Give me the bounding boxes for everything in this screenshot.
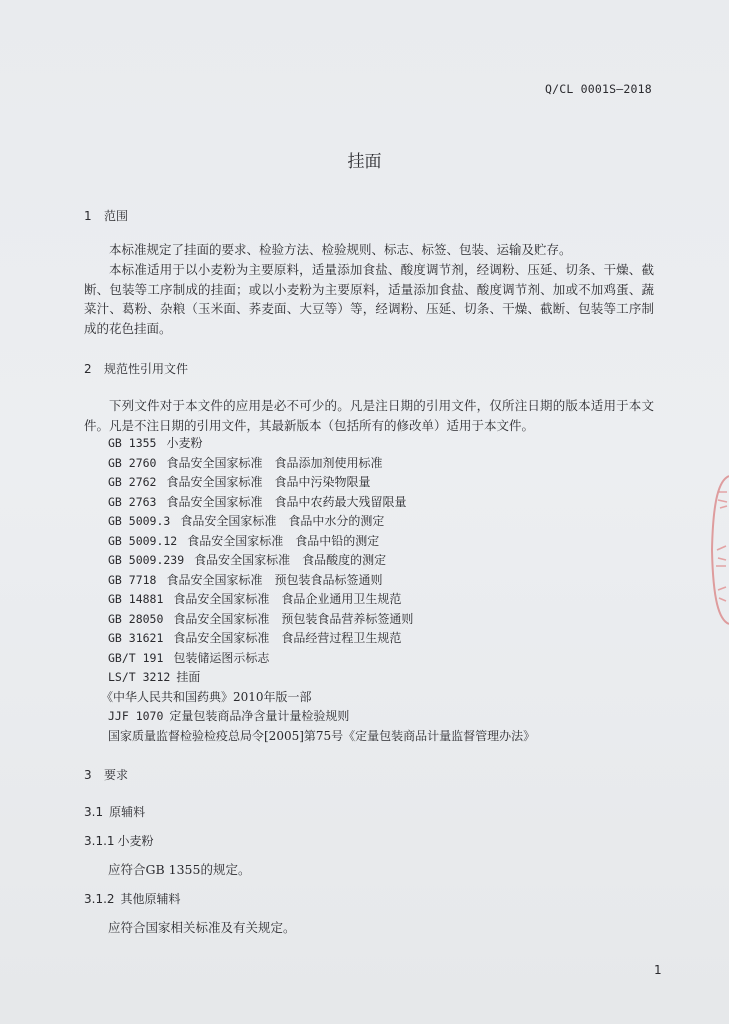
reference-item xyxy=(108,532,379,552)
wheat-flour-requirement: 应符合GB 1355的规定。 xyxy=(108,862,251,877)
section-title: 规范性引用文件 xyxy=(104,362,189,376)
section-2-heading xyxy=(84,360,188,377)
section-title: 其他原辅料 xyxy=(120,892,181,906)
reference-title: 小麦粉 xyxy=(166,436,203,450)
section-number: 3.1.2 xyxy=(84,892,115,906)
reference-title: 《中华人民共和国药典》2010年版一部 xyxy=(101,689,312,704)
reference-title: 食品安全国家标准 预包装食品营养标签通则 xyxy=(173,611,414,626)
reference-title: 食品安全国家标准 食品中农药最大残留限量 xyxy=(166,494,407,509)
reference-title: 包装储运图示标志 xyxy=(173,650,270,665)
reference-code: GB 2762 xyxy=(108,475,157,489)
reference-item xyxy=(108,512,384,532)
reference-code: GB 5009.239 xyxy=(108,553,185,567)
reference-code: GB 2763 xyxy=(108,494,157,509)
reference-code: GB 28050 xyxy=(108,611,164,626)
reference-item xyxy=(108,629,401,649)
reference-item xyxy=(108,551,386,571)
reference-code: GB 5009.12 xyxy=(108,533,178,548)
reference-item xyxy=(108,454,382,474)
reference-item xyxy=(108,590,401,610)
reference-title: 定量包装商品净含量计量检验规则 xyxy=(169,709,350,723)
reference-code: GB 31621 xyxy=(108,631,164,645)
section-number: 1 xyxy=(84,209,92,223)
reference-title: 食品安全国家标准 预包装食品标签通则 xyxy=(166,572,383,587)
section-3-heading xyxy=(84,766,128,783)
references-intro: 下列文件对于本文件的应用是必不可少的。凡是注日期的引用文件，仅所注日期的版本适用于本文件。凡是不注日期的引用文件，其最新版本（包括所有的修改单）适用于本文件。 xyxy=(84,398,654,433)
scope-paragraph-2: 本标准适用于以小麦粉为主要原料，适量添加食盐、酸度调节剂，经调粉、压延、切条、干燥、截断、包装等工序制成的挂面；或以小麦粉为主要原料，适量添加食盐、酸度调节剂、加或不加鸡蛋、蔬菜汁、葛粉、杂粮（玉米面、荞麦面、大豆等）等，经调粉、压延、切条、干燥、截断、包装等工序制成的花色挂面。 xyxy=(84,262,654,336)
other-materials-requirement: 应符合国家相关标准及有关规定。 xyxy=(108,920,296,935)
reference-title: 食品安全国家标准 食品经营过程卫生规范 xyxy=(173,631,402,645)
page-title: 挂面 xyxy=(347,152,382,172)
section-number: 3.1.1 xyxy=(84,834,115,848)
scope-paragraph-1: 本标准规定了挂面的要求、检验方法、检验规则、标志、标签、包装、运输及贮存。 xyxy=(109,242,572,257)
reference-title: 食品安全国家标准 食品酸度的测定 xyxy=(194,553,387,567)
reference-title: 食品安全国家标准 食品添加剂使用标准 xyxy=(166,455,383,470)
reference-title: 食品安全国家标准 食品中污染物限量 xyxy=(166,475,371,489)
reference-item xyxy=(108,649,269,669)
section-title: 范围 xyxy=(104,209,129,223)
reference-item xyxy=(108,610,413,630)
reference-item xyxy=(108,571,382,591)
reference-code: LS/T 3212 xyxy=(108,670,171,684)
reference-code: JJF 1070 xyxy=(108,709,164,723)
reference-code: GB 5009.3 xyxy=(108,514,171,528)
reference-code: GB 1355 xyxy=(108,436,157,450)
reference-code: GB 2760 xyxy=(108,455,157,470)
subsection-3-1-1-heading xyxy=(84,832,154,849)
page-number: 1 xyxy=(654,963,662,977)
reference-item xyxy=(108,493,406,513)
reference-item xyxy=(108,473,370,493)
reference-item xyxy=(108,707,349,727)
section-number: 3 xyxy=(84,768,92,782)
reference-title: 食品安全国家标准 食品企业通用卫生规范 xyxy=(173,592,402,606)
section-1-heading xyxy=(84,207,128,224)
section-number: 3.1 xyxy=(84,805,104,819)
reference-item xyxy=(108,434,202,454)
section-title: 要求 xyxy=(104,768,129,782)
document-code: Q/CL 0001S—2018 xyxy=(545,82,652,96)
reference-code: GB 7718 xyxy=(108,572,157,587)
reference-item xyxy=(101,688,312,708)
reference-title: 食品安全国家标准 食品中水分的测定 xyxy=(180,514,385,528)
reference-item xyxy=(108,727,535,747)
reference-item xyxy=(108,668,200,688)
subsection-3-1-2-heading xyxy=(84,890,181,907)
reference-title: 食品安全国家标准 食品中铅的测定 xyxy=(187,533,380,548)
reference-code: GB 14881 xyxy=(108,592,164,606)
section-title: 小麦粉 xyxy=(117,834,154,848)
reference-title: 挂面 xyxy=(176,670,201,684)
reference-title: 国家质量监督检验检疫总局令[2005]第75号《定量包装商品计量监督管理办法》 xyxy=(108,728,536,743)
reference-code: GB/T 191 xyxy=(108,650,164,665)
section-number: 2 xyxy=(84,362,92,376)
seal-stamp-fragment xyxy=(701,470,729,630)
section-title: 原辅料 xyxy=(109,805,146,819)
subsection-3-1-heading xyxy=(84,803,145,820)
